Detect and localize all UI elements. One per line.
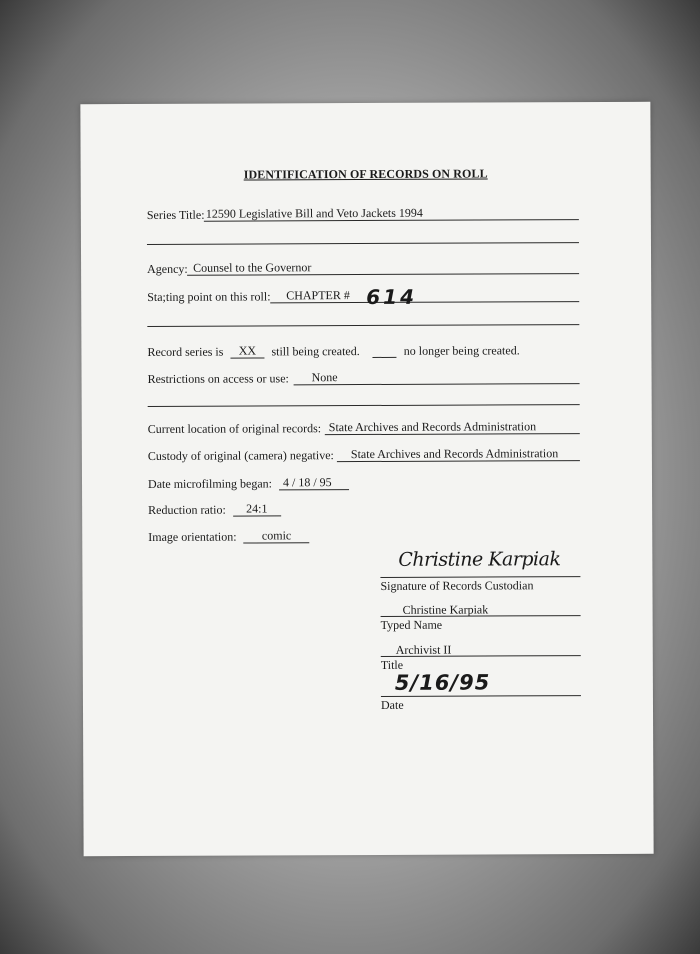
series-title-continuation-line bbox=[147, 242, 579, 245]
still-created-text: still being created. bbox=[271, 344, 360, 359]
starting-point-field bbox=[270, 284, 579, 310]
date-began-row bbox=[148, 474, 580, 491]
reduction-row bbox=[148, 500, 580, 517]
title-value: Archivist II bbox=[395, 642, 452, 657]
date-handwritten: 5/16/95 bbox=[394, 670, 491, 695]
orientation-row bbox=[148, 527, 580, 544]
starting-point-continuation-line bbox=[147, 324, 579, 327]
restrictions-continuation-line bbox=[148, 404, 580, 407]
agency-row bbox=[147, 260, 579, 276]
typed-name-value: Christine Karpiak bbox=[402, 602, 489, 617]
date-began-label: Date microfilming began: bbox=[147, 476, 273, 491]
custody-row bbox=[148, 447, 580, 463]
custody-label: Custody of original (camera) negative: bbox=[147, 448, 334, 463]
reduction-label: Reduction ratio: bbox=[148, 502, 226, 517]
starting-point-value: CHAPTER # bbox=[286, 288, 350, 303]
record-series-label: Record series is bbox=[147, 344, 224, 359]
current-location-value: State Archives and Records Administration bbox=[328, 419, 537, 435]
restrictions-label: Restrictions on access or use: bbox=[147, 371, 289, 386]
agency-label: Agency: bbox=[147, 261, 188, 276]
record-series-row bbox=[147, 342, 579, 359]
series-title-field bbox=[204, 205, 579, 222]
agency-field bbox=[187, 259, 579, 276]
form-heading: IDENTIFICATION OF RECORDS ON ROLL bbox=[243, 166, 488, 182]
series-title-label: Series Title: bbox=[146, 207, 205, 222]
starting-point-label: Sta;ting point on this roll: bbox=[147, 289, 271, 304]
still-created-mark: XX bbox=[230, 343, 264, 358]
chapter-number-handwritten: 614 bbox=[366, 284, 418, 310]
signature-handwritten: Christine Karpiak bbox=[398, 548, 561, 571]
current-location-field bbox=[325, 419, 580, 435]
no-longer-created-text: no longer being created. bbox=[403, 343, 520, 358]
orientation-label: Image orientation: bbox=[148, 529, 237, 544]
signature-caption: Signature of Records Custodian bbox=[380, 578, 534, 593]
orientation-value: comic bbox=[244, 528, 310, 543]
current-location-label: Current location of original records: bbox=[147, 421, 322, 436]
typed-name-caption: Typed Name bbox=[380, 617, 443, 632]
restrictions-row bbox=[148, 370, 580, 386]
starting-point-row bbox=[147, 284, 579, 310]
reduction-value: 24:1 bbox=[233, 501, 281, 516]
no-longer-created-mark bbox=[373, 343, 397, 358]
current-location-row bbox=[148, 420, 580, 436]
title-caption: Title bbox=[380, 657, 404, 672]
date-caption: Date bbox=[380, 697, 404, 712]
date-began-value: 4 / 18 / 95 bbox=[279, 475, 349, 490]
restrictions-value: None bbox=[311, 370, 338, 385]
restrictions-field bbox=[294, 369, 580, 385]
series-title-row bbox=[147, 206, 579, 222]
custody-field bbox=[337, 446, 580, 462]
agency-value: Counsel to the Governor bbox=[193, 260, 312, 275]
custody-value: State Archives and Records Administration bbox=[350, 446, 559, 462]
form-page bbox=[80, 102, 653, 856]
series-title-value: 12590 Legislative Bill and Veto Jackets 1994 bbox=[205, 205, 423, 221]
